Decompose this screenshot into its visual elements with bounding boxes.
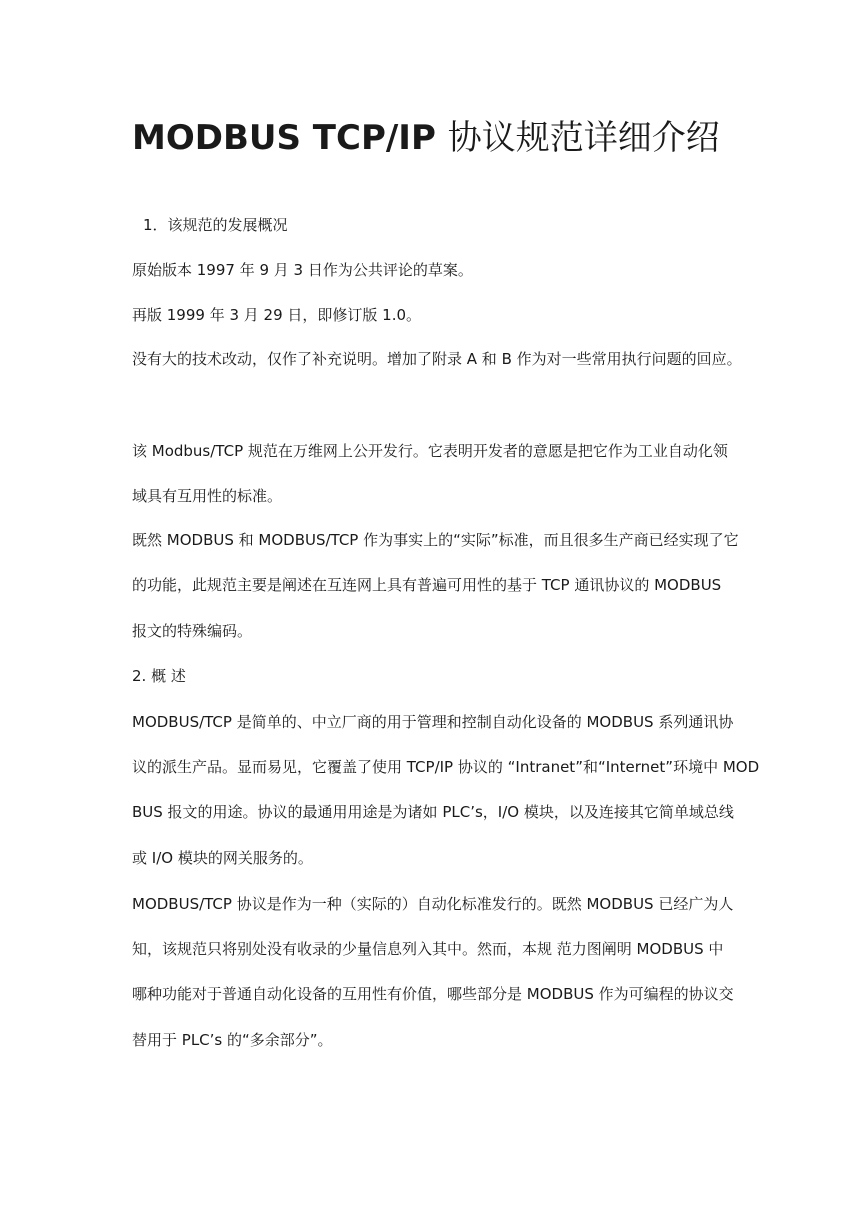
- document-title: [132, 110, 720, 159]
- paragraph-5-line-3: 哪种功能对于普通自动化设备的互用性有价值，哪些部分是 MODBUS 作为可编程的协议交: [132, 985, 734, 1003]
- paragraph-3-line-1: 既然 MODBUS 和 MODBUS/TCP 作为事实上的“实际”标准，而且很多生产商已经实现了它: [132, 531, 739, 549]
- paragraph-4-line-4: 或 I/O 模块的网关服务的。: [132, 849, 313, 867]
- paragraph-2-line-2: 域具有互用性的标准。: [132, 487, 283, 505]
- section-1-line-3: 没有大的技术改动，仅作了补充说明。增加了附录 A 和 B 作为对一些常用执行问题的回应。: [132, 350, 742, 368]
- title-latin: MODBUS TCP/IP: [132, 118, 436, 158]
- paragraph-4-line-1: MODBUS/TCP 是简单的、中立厂商的用于管理和控制自动化设备的 MODBUS 系列通讯协: [132, 713, 734, 731]
- paragraph-4-line-2: 议的派生产品。显而易见，它覆盖了使用 TCP/IP 协议的 “Intranet”和“Internet”环境中 MOD: [132, 758, 760, 776]
- title-chinese: 协议规范详细介绍: [447, 118, 720, 158]
- paragraph-2-line-1: 该 Modbus/TCP 规范在万维网上公开发行。它表明开发者的意愿是把它作为工业自动化领: [132, 442, 728, 460]
- paragraph-3-line-3: 报文的特殊编码。: [132, 622, 253, 640]
- paragraph-4-line-3: BUS 报文的用途。协议的最通用用途是为诸如 PLC’s，I/O 模块，以及连接其它简单域总线: [132, 803, 734, 821]
- paragraph-5-line-4: 替用于 PLC’s 的“多余部分”。: [132, 1031, 333, 1049]
- section-1-line-1: 原始版本 1997 年 9 月 3 日作为公共评论的草案。: [132, 261, 473, 279]
- section-1-line-2: 再版 1999 年 3 月 29 日，即修订版 1.0。: [132, 306, 422, 324]
- section-2-heading: 2. 概 述: [132, 667, 186, 685]
- paragraph-5-line-1: MODBUS/TCP 协议是作为一种（实际的）自动化标准发行的。既然 MODBUS 已经广为人: [132, 895, 734, 913]
- paragraph-3-line-2: 的功能，此规范主要是阐述在互连网上具有普遍可用性的基于 TCP 通讯协议的 MODBUS: [132, 576, 722, 594]
- section-1-heading: 1．该规范的发展概况: [143, 216, 288, 234]
- paragraph-5-line-2: 知，该规范只将别处没有收录的少量信息列入其中。然而，本规 范力图阐明 MODBUS 中: [132, 940, 724, 958]
